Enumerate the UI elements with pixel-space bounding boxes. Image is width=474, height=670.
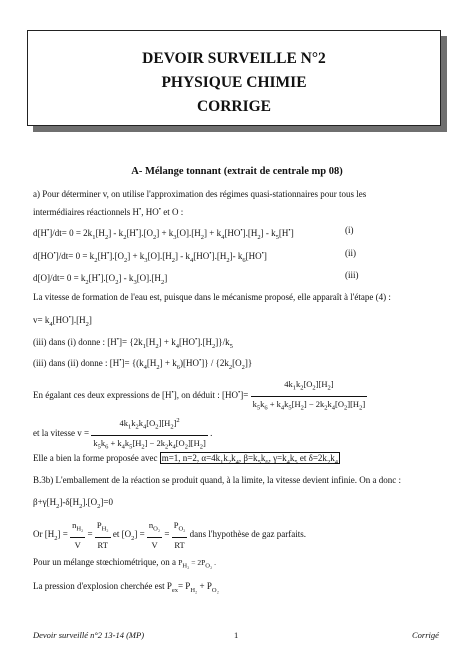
stoichiometric-text: Pour un mélange stœchiométrique, on a $P_{H_2} = 2P_{O_2}$ . xyxy=(33,557,216,570)
equation-i: $d[H^•]/dt= 0 = 2k_1[H_2] - k_2[H^•].[O_2] + k_3[O].[H_2] + k_4[HO^•].[H_2] - k_5[H^•]$ xyxy=(33,227,294,241)
form-comparison: Elle a bien la forme proposée avec m=1, n=2, $\alpha=4k_1k_2k_4$, $\beta=k_5k_6$, $\gamma=k_4k_5$ et $\delta=2k_2k_4$ xyxy=(33,453,338,466)
b3b-text: B.3b) L'emballement de la réaction se produit quand, à la limite, la vitesse devient infinie. On a donc : xyxy=(33,475,402,485)
doc-title-line2: PHYSIQUE CHIMIE xyxy=(161,74,307,91)
intro-line-2: intermédiaires réactionnels H•, HO• et O : xyxy=(33,206,184,217)
equation-ii-label: (ii) xyxy=(345,248,356,258)
footer-page-number: 1 xyxy=(234,630,239,640)
rate-fraction: $\frac{4k_1k_2k_4[O_2][H_2]^2}{k_5k_6 + k_4k_5[H_2] - 2k_2k_4[O_2][H_2]}$ xyxy=(91,414,208,454)
explosion-condition: $\beta+\gamma[H_2]-\delta[H_2].[O_2]=0$ xyxy=(33,497,113,510)
rate-expression: $v= k_4[HO^•].[H_2]$ xyxy=(33,314,92,328)
explosion-pressure-text: La pression d'explosion cherchée est $P_{ex}= P_{H_2} + P_{O_2}$ xyxy=(33,581,219,594)
intro-line-1: a) Pour déterminer v, on utilise l'approximation des régimes quasi-stationnaires pour tous les xyxy=(33,189,367,199)
h-radical-from-ii: (iii) dans (i) donne : $[H^•]= \{2k_1[H_2] + k_4[HO^•].[H_2]\}/k_5$ xyxy=(33,336,233,350)
vitesse-formation-text: La vitesse de formation de l'eau est, puisque dans le mécanisme proposé, elle apparaît à l'étape (4) : xyxy=(33,292,391,302)
equation-iii-label: (iii) xyxy=(345,270,359,280)
footer-left: Devoir surveillé n°2 13-14 (MP) xyxy=(33,630,145,640)
doc-title-line1: DEVOIR SURVEILLE N°2 xyxy=(142,50,326,67)
ho-radical-expression: En égalant ces deux expressions de [H•], on déduit : [HO•]= $\frac{4k_1k_2[O_2][H_2]}{k_5k_6 + k_4k_5[H_2] - 2k_2k_4[O_2][H_2]}$ xyxy=(33,377,367,415)
ideal-gas-relations: Or $[H_2]$ = $\frac{n_{H_2}}{V}$ = $\frac{P_{H_2}}{RT}$ et $[O_2]$ = $\frac{n_{O_2}}{V}$ = $\frac{P_{O_2}}{RT}$ dans l'hypothèse de gaz parfaits. xyxy=(33,520,306,550)
equation-iii: $d[O]/dt= 0 = k_2[H^•].[O_2] - k_3[O].[H_2]$ xyxy=(33,272,168,286)
parameter-box: m=1, n=2, $\alpha=4k_1k_2k_4$, $\beta=k_5k_6$, $\gamma=k_4k_5$ et $\delta=2k_2k_4$ xyxy=(161,453,338,466)
section-title: A- Mélange tonnant (extrait de centrale mp 08) xyxy=(131,166,343,177)
title-box xyxy=(27,30,441,126)
rate-final-expression: et la vitesse v = $\frac{4k_1k_2k_4[O_2][H_2]^2}{k_5k_6 + k_4k_5[H_2] - 2k_2k_4[O_2][H_2]}$ . xyxy=(33,414,212,454)
equation-i-label: (i) xyxy=(345,225,354,235)
equation-ii: $d[HO^•]/dt= 0 = k_2[H^•].[O_2] + k_3[O].[H_2] - k_4[HO^•].[H_2]-$ $k_6[HO^•]$ xyxy=(33,250,267,264)
ho-fraction: $\frac{4k_1k_2[O_2][H_2]}{k_5k_6 + k_4k_5[H_2] - 2k_2k_4[O_2][H_2]}$ xyxy=(252,379,366,412)
footer-right: Corrigé xyxy=(412,630,439,640)
doc-title-line3: CORRIGE xyxy=(196,98,272,115)
h-radical-from-iii: (iii) dans (ii) donne : $[H^•]= \{(k_4[H_2] + k_6)[HO^•]\} / \{2k_2[O_2]\}$ xyxy=(33,357,253,371)
